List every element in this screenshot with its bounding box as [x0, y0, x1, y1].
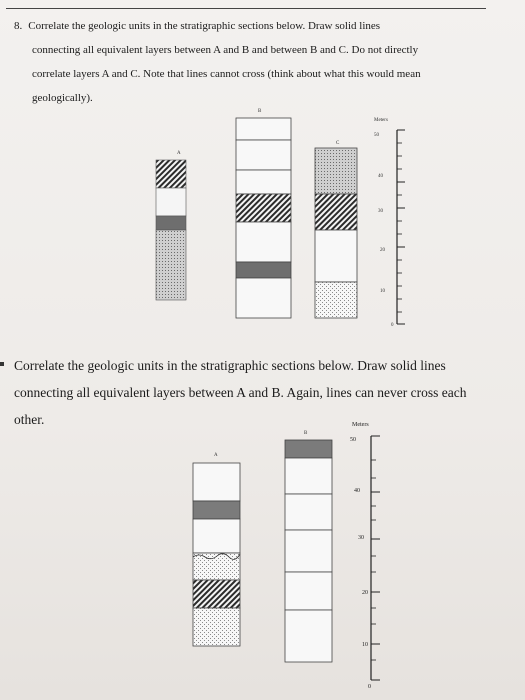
- q8-scale-bar: [397, 130, 405, 324]
- q8-scale-title: Meters: [374, 118, 388, 123]
- q9-scale-tick-20: 20: [362, 590, 368, 596]
- q9-scale-tick-50: 50: [350, 437, 356, 443]
- q8-scale-tick-50: 50: [374, 133, 379, 138]
- q9-column-a: [193, 463, 240, 646]
- question-8-line-3: correlate layers A and C. Note that lines cannot cross (think about what this would mean: [32, 68, 421, 80]
- q9-scale-tick-40: 40: [354, 488, 360, 494]
- question-8-line-2: connecting all equivalent layers between A and B and between B and C. Do not directly: [32, 44, 419, 56]
- q8-label-b: B: [258, 109, 262, 114]
- q9-scale-tick-30: 30: [358, 535, 364, 541]
- question-8-line-4: geologically).: [32, 92, 93, 104]
- q8-scale-tick-0: 0: [391, 323, 394, 328]
- q9-scale-tick-0: 0: [368, 684, 371, 690]
- question-9-line-1: Correlate the geologic units in the stratigraphic sections below. Draw solid lines: [14, 358, 446, 373]
- question-9-line-3: other.: [14, 412, 45, 427]
- q9-scale-bar: [371, 436, 380, 680]
- q9-scale-title: Meters: [352, 422, 369, 428]
- q8-scale-tick-20: 20: [380, 248, 385, 253]
- q9-scale-tick-10: 10: [362, 642, 368, 648]
- q8-label-a: A: [177, 151, 181, 156]
- q9-column-b: [285, 440, 332, 662]
- q9-label-a: A: [214, 453, 218, 458]
- question-9-line-2: connecting all equivalent layers between A and B. Again, lines can never cross each: [14, 385, 467, 400]
- q8-scale-tick-30: 30: [378, 209, 383, 214]
- question-8-number: 8.: [14, 20, 23, 32]
- q8-column-b: [236, 118, 291, 318]
- q8-scale-tick-40: 40: [378, 174, 383, 179]
- question-8-line-1: 8. Correlate the geologic units in the stratigraphic sections below. Draw solid lines: [14, 20, 381, 32]
- q8-column-c: [315, 148, 357, 318]
- q8-scale-tick-10: 10: [380, 289, 385, 294]
- q8-label-c: C: [336, 141, 340, 146]
- q9-label-b: B: [304, 431, 308, 436]
- q8-column-a: [156, 160, 186, 300]
